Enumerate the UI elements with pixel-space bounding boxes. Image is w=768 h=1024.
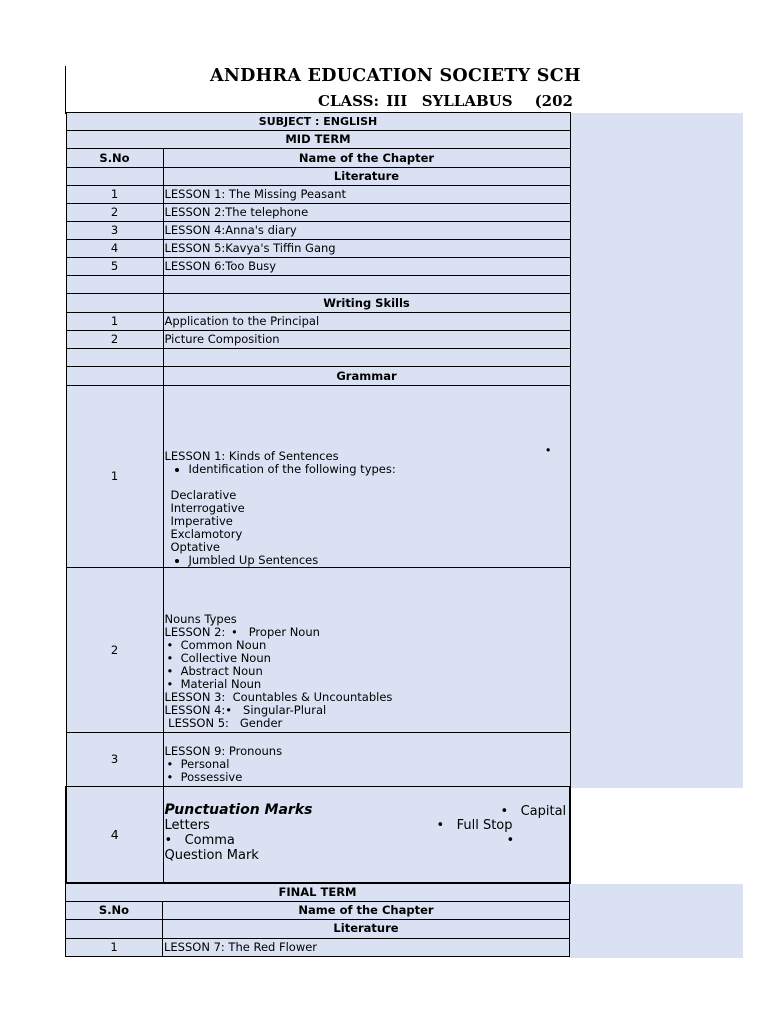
writing-header: Writing Skills xyxy=(163,294,570,313)
empty-cell xyxy=(66,294,163,313)
punct-comma: Comma xyxy=(184,833,235,848)
year-fragment: (202 xyxy=(534,92,573,110)
table-row-chapter: Application to the Principal xyxy=(163,313,570,331)
syllabus-table xyxy=(65,112,571,884)
table-row-chapter: LESSON 1: The Missing Peasant xyxy=(163,186,570,204)
lesson-line: LESSON 5: Gender xyxy=(164,716,283,730)
lesson-line: LESSON 3: Countables & Uncountables xyxy=(164,690,393,704)
punctuation-title: Punctuation Marks xyxy=(164,802,313,818)
noun-item-text: Abstract Noun xyxy=(180,664,263,678)
punct-item: • Capital xyxy=(500,804,567,819)
table-row-sno: 1 xyxy=(66,186,163,204)
table-row-sno: 2 xyxy=(66,568,163,733)
table-row-sno: 2 xyxy=(66,204,163,222)
noun-item: • Abstract Noun xyxy=(166,664,263,678)
table-row-sno: 2 xyxy=(66,331,163,349)
school-title: ANDHRA EDUCATION SOCIETY SCH xyxy=(210,66,581,86)
table-row-sno: 5 xyxy=(66,258,163,276)
sentence-type: Interrogative xyxy=(170,501,245,515)
grammar-lesson-1 xyxy=(163,386,570,568)
lesson-line: LESSON 4:• Singular-Plural xyxy=(164,703,327,717)
chapter-header: Name of the Chapter xyxy=(163,149,570,168)
lesson-line: LESSON 2: • Proper Noun xyxy=(164,625,320,639)
noun-item: Singular-Plural xyxy=(243,703,327,717)
lesson-prefix: LESSON 2: xyxy=(164,625,226,639)
chapter-header: Name of the Chapter xyxy=(163,901,570,919)
empty-cell xyxy=(66,349,163,367)
pronoun-item: • Possessive xyxy=(166,770,243,784)
table-row-sno: 1 xyxy=(66,938,163,956)
literature-header: Literature xyxy=(163,919,570,938)
punct-question: Question Mark xyxy=(164,848,259,863)
lesson-title: LESSON 1: Kinds of Sentences xyxy=(164,449,339,463)
literature-header: Literature xyxy=(163,168,570,186)
mid-term-row: MID TERM xyxy=(66,131,570,149)
noun-item: • Common Noun xyxy=(166,638,267,652)
noun-item: • Material Noun xyxy=(166,677,262,691)
table-row-chapter: LESSON 6:Too Busy xyxy=(163,258,570,276)
list-item: • Jumbled Up Sentences xyxy=(189,554,569,567)
table-row-chapter: LESSON 5:Kavya's Tiffin Gang xyxy=(163,240,570,258)
subject-row: SUBJECT : ENGLISH xyxy=(66,113,570,131)
pronoun-item: • Personal xyxy=(166,757,230,771)
lesson-prefix: LESSON 4: xyxy=(164,703,226,717)
grammar-header: Grammar xyxy=(163,367,570,386)
table-row-sno: 4 xyxy=(66,787,163,883)
table-row-chapter: Picture Composition xyxy=(163,331,570,349)
noun-item-text: Collective Noun xyxy=(180,651,271,665)
final-term-table xyxy=(65,884,570,957)
list-item: • Identification of the following types: xyxy=(189,463,569,476)
punct-letters: Letters xyxy=(164,818,210,833)
punct-item: • Full Stop xyxy=(436,818,513,833)
empty-cell xyxy=(66,276,163,294)
sno-header: S.No xyxy=(66,149,163,168)
grammar-lesson-3 xyxy=(163,733,570,787)
empty-cell xyxy=(66,919,163,938)
pronoun-item-text: Possessive xyxy=(180,770,243,784)
lesson-title: LESSON 9: Pronouns xyxy=(164,744,283,758)
empty-cell xyxy=(66,367,163,386)
sheet-background-band-lower xyxy=(569,884,743,958)
grammar-lesson-4 xyxy=(163,787,570,883)
sentence-type: Imperative xyxy=(170,514,233,528)
noun-item: • Collective Noun xyxy=(166,651,271,665)
stray-bullet: • xyxy=(506,833,515,848)
table-row-chapter: LESSON 7: The Red Flower xyxy=(163,938,570,956)
table-row-sno: 3 xyxy=(66,222,163,240)
table-row-sno: 3 xyxy=(66,733,163,787)
table-row-sno: 4 xyxy=(66,240,163,258)
pronoun-item-text: Personal xyxy=(180,757,230,771)
sentence-type: Exclamotory xyxy=(170,527,243,541)
sheet-background-band xyxy=(569,113,743,788)
empty-cell xyxy=(163,349,570,367)
noun-heading: Nouns Types xyxy=(164,612,237,626)
sno-header: S.No xyxy=(66,901,163,919)
title-area xyxy=(0,0,581,112)
final-term-row: FINAL TERM xyxy=(66,884,570,901)
stray-bullet: • xyxy=(544,443,552,457)
punct-capital: Capital xyxy=(520,804,567,819)
empty-cell xyxy=(163,276,570,294)
noun-item-text: Common Noun xyxy=(180,638,267,652)
table-row-chapter: LESSON 4:Anna's diary xyxy=(163,222,570,240)
punct-fullstop: Full Stop xyxy=(456,818,513,833)
table-row-sno: 1 xyxy=(66,313,163,331)
sentence-type: Declarative xyxy=(170,488,237,502)
class-syllabus: CLASS: III SYLLABUS xyxy=(318,92,513,110)
class-title xyxy=(318,92,573,110)
grammar-lesson-2 xyxy=(163,568,570,733)
table-row-sno: 1 xyxy=(66,386,163,568)
noun-item-text: Material Noun xyxy=(180,677,262,691)
noun-item: Proper Noun xyxy=(248,625,320,639)
empty-cell xyxy=(66,168,163,186)
punct-item: • Comma xyxy=(164,833,235,848)
sentence-type: Optative xyxy=(170,540,220,554)
table-row-chapter: LESSON 2:The telephone xyxy=(163,204,570,222)
